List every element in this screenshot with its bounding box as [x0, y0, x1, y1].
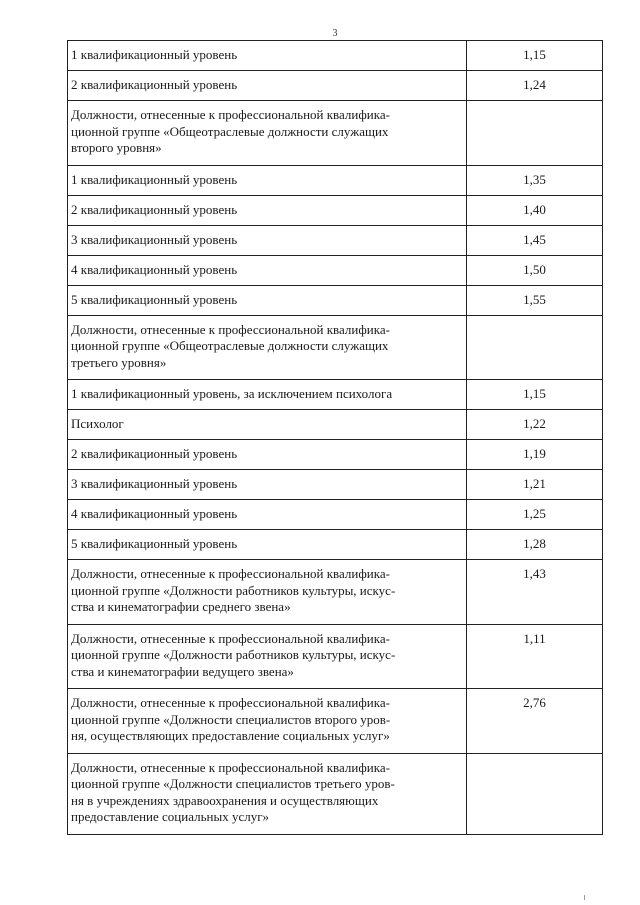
position-name-cell: Должности, отнесенные к профессиональной квалифика- ционной группе «Должности работников культуры, искус- ства и кинематографии ведущего звена» — [68, 624, 467, 689]
position-name-cell: 1 квалификационный уровень — [68, 41, 467, 71]
table-row — [68, 753, 603, 834]
table-row — [68, 380, 603, 410]
coefficients-table — [67, 40, 603, 835]
coefficient-cell — [467, 315, 603, 380]
coefficient-cell: 1,11 — [467, 624, 603, 689]
position-name-cell: Должности, отнесенные к профессиональной квалифика- ционной группе «Должности специалистов третьего уров- ня в учреждениях здравоохранения и осуществляющих предоставление социальных услуг» — [68, 753, 467, 834]
table-body — [68, 41, 603, 835]
table-row — [68, 195, 603, 225]
table-row — [68, 500, 603, 530]
coefficient-cell: 1,50 — [467, 255, 603, 285]
coefficient-cell: 1,22 — [467, 410, 603, 440]
coefficient-cell — [467, 753, 603, 834]
table-row — [68, 315, 603, 380]
position-name-cell: 4 квалификационный уровень — [68, 255, 467, 285]
table-row — [68, 285, 603, 315]
position-name-cell: Должности, отнесенные к профессиональной квалифика- ционной группе «Должности работников культуры, искус- ства и кинематографии среднего звена» — [68, 560, 467, 625]
position-name-cell: Должности, отнесенные к профессиональной квалифика- ционной группе «Общеотраслевые должности служащих второго уровня» — [68, 101, 467, 166]
coefficient-cell: 2,76 — [467, 689, 603, 754]
position-name-cell: Должности, отнесенные к профессиональной квалифика- ционной группе «Общеотраслевые должности служащих третьего уровня» — [68, 315, 467, 380]
table-row — [68, 560, 603, 625]
coefficient-cell: 1,15 — [467, 380, 603, 410]
coefficient-cell: 1,40 — [467, 195, 603, 225]
position-name-cell: 3 квалификационный уровень — [68, 225, 467, 255]
coefficient-cell — [467, 101, 603, 166]
coefficient-cell: 1,43 — [467, 560, 603, 625]
position-name-cell: 1 квалификационный уровень, за исключением психолога — [68, 380, 467, 410]
table-row — [68, 624, 603, 689]
position-name-cell: 5 квалификационный уровень — [68, 530, 467, 560]
coefficient-cell: 1,25 — [467, 500, 603, 530]
table-row — [68, 255, 603, 285]
coefficient-cell: 1,28 — [467, 530, 603, 560]
table-row — [68, 71, 603, 101]
position-name-cell: 5 квалификационный уровень — [68, 285, 467, 315]
position-name-cell: 1 квалификационный уровень — [68, 165, 467, 195]
position-name-cell: 3 квалификационный уровень — [68, 470, 467, 500]
coefficient-cell: 1,55 — [467, 285, 603, 315]
position-name-cell: 2 квалификационный уровень — [68, 71, 467, 101]
table-row — [68, 470, 603, 500]
coefficient-cell: 1,15 — [467, 41, 603, 71]
table-row — [68, 440, 603, 470]
scan-mark — [584, 895, 585, 900]
coefficient-cell: 1,19 — [467, 440, 603, 470]
coefficient-cell: 1,35 — [467, 165, 603, 195]
position-name-cell: 4 квалификационный уровень — [68, 500, 467, 530]
position-name-cell: 2 квалификационный уровень — [68, 195, 467, 225]
coefficient-cell: 1,45 — [467, 225, 603, 255]
table-row — [68, 225, 603, 255]
table-row — [68, 41, 603, 71]
page-number: 3 — [332, 28, 338, 39]
table-row — [68, 410, 603, 440]
coefficient-cell: 1,24 — [467, 71, 603, 101]
table-row — [68, 530, 603, 560]
coefficient-cell: 1,21 — [467, 470, 603, 500]
table-row — [68, 689, 603, 754]
position-name-cell: Психолог — [68, 410, 467, 440]
table-row — [68, 101, 603, 166]
position-name-cell: Должности, отнесенные к профессиональной квалифика- ционной группе «Должности специалистов второго уров- ня, осуществляющих предоставление социальных услуг» — [68, 689, 467, 754]
table-row — [68, 165, 603, 195]
position-name-cell: 2 квалификационный уровень — [68, 440, 467, 470]
